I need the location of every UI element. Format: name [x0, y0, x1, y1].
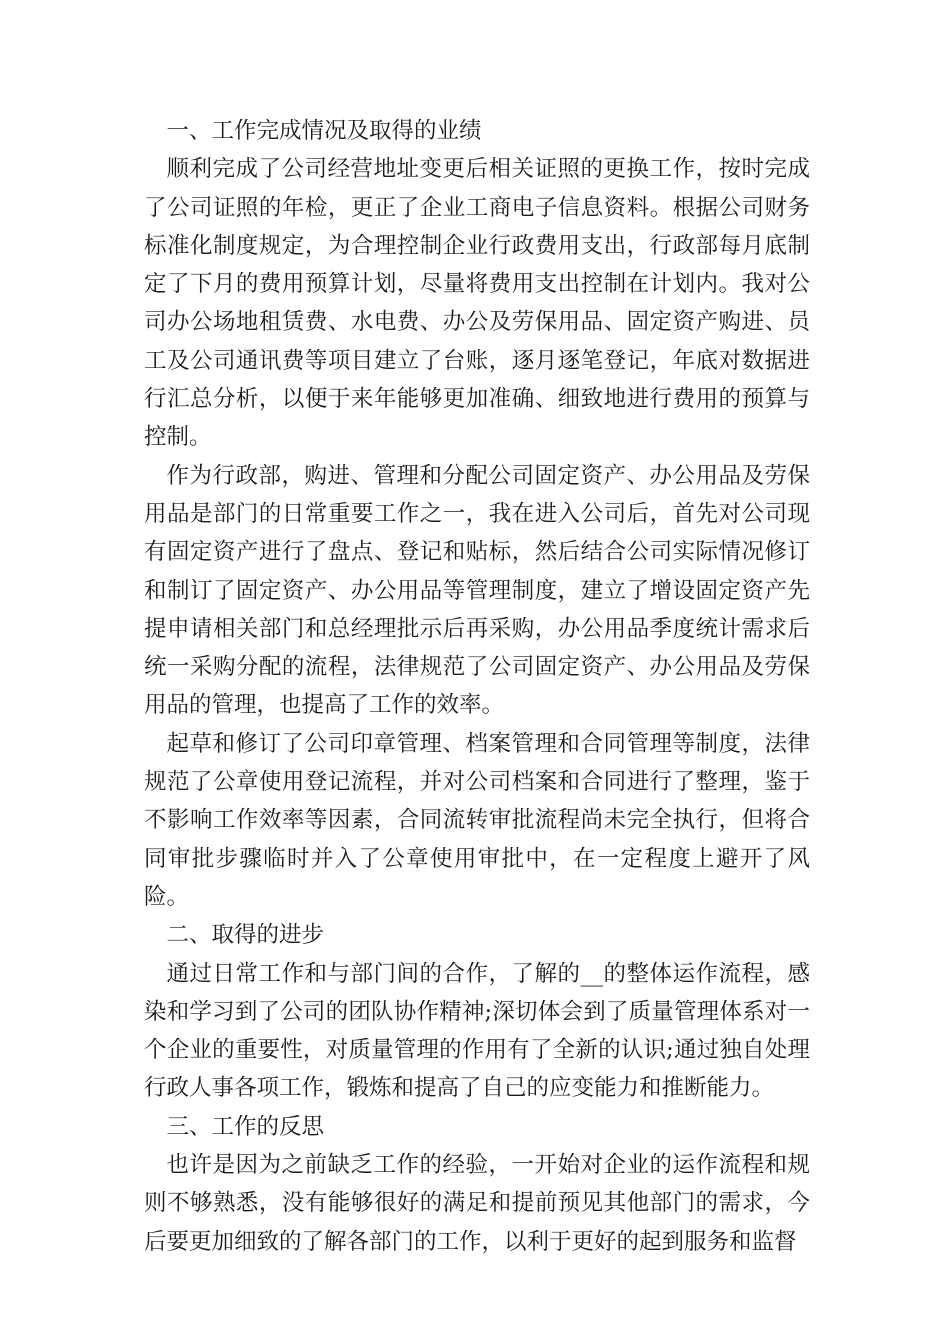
paragraph-1: 顺利完成了公司经营地址变更后相关证照的更换工作，按时完成了公司证照的年检，更正了企业工商电子信息资料。根据公司财务标准化制度规定，为合理控制企业行政费用支出，行政部每月底制定了下月的费用预算计划，尽量将费用支出控制在计划内。我对公司办公场地租赁费、水电费、办公及劳保用品、固定资产购进、员工及公司通讯费等项目建立了台账，逐月逐笔登记，年底对数据进行汇总分析，以便于来年能够更加准确、细致地进行费用的预算与控制。 [144, 156, 810, 451]
paragraph-5: 也许是因为之前缺乏工作的经验，一开始对企业的运作流程和规则不够熟悉，没有能够很好的满足和提前预见其他部门的需求，今后要更加细致的了解各部门的工作，以利于更好的起到服务和监督 [144, 1152, 810, 1255]
document-body [144, 112, 810, 1261]
section-heading-3: 三、工作的反思 [166, 1113, 325, 1140]
paragraph-4: 通过日常工作和与部门间的合作，了解的__的整体运作流程，感染和学习到了公司的团队协作精神;深切体会到了质量管理体系对一个企业的重要性，对质量管理的作用有了全新的认识;通过独自处理行政人事各项工作，锻炼和提高了自己的应变能力和推断能力。 [144, 960, 810, 1102]
paragraph-2: 作为行政部，购进、管理和分配公司固定资产、办公用品及劳保用品是部门的日常重要工作之一，我在进入公司后，首先对公司现有固定资产进行了盘点、登记和贴标，然后结合公司实际情况修订和制订了固定资产、办公用品等管理制度，建立了增设固定资产先提申请相关部门和总经理批示后再采购，办公用品季度统计需求后统一采购分配的流程，法律规范了公司固定资产、办公用品及劳保用品的管理，也提高了工作的效率。 [144, 462, 810, 719]
paragraph-3: 起草和修订了公司印章管理、档案管理和合同管理等制度，法律规范了公章使用登记流程，并对公司档案和合同进行了整理，鉴于不影响工作效率等因素，合同流转审批流程尚未完全执行，但将合同审批步骤临时并入了公章使用审批中，在一定程度上避开了风险。 [144, 730, 810, 910]
section-heading-1: 一、工作完成情况及取得的业绩 [166, 118, 482, 144]
section-heading-2: 二、取得的进步 [166, 922, 325, 949]
